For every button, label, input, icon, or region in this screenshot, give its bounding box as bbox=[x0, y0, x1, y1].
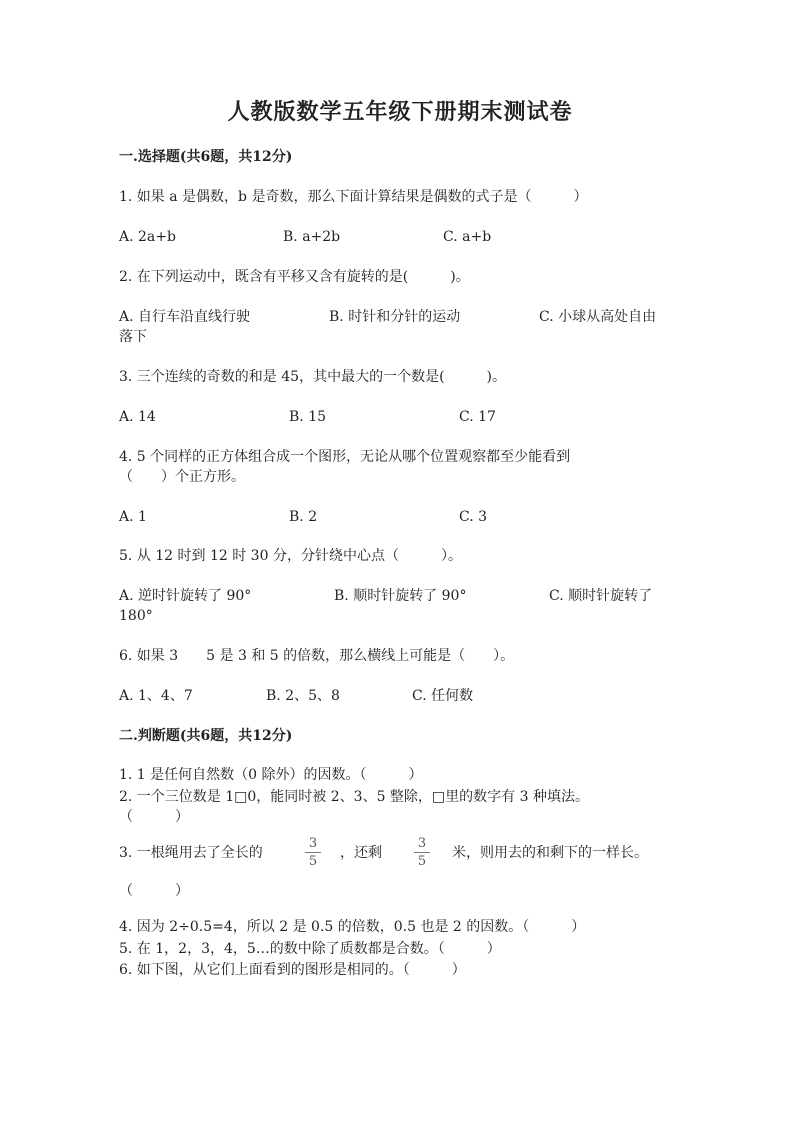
question-6-option-b: B. 2、5、8 bbox=[266, 688, 340, 704]
judgement-4: 4. 因为 2÷0.5=4，所以 2 是 0.5 的倍数，0.5 也是 2 的因数。（ ） bbox=[119, 919, 586, 935]
question-2-stem: 2. 在下列运动中，既含有平移又含有旋转的是( )。 bbox=[119, 269, 470, 285]
question-3-stem: 3. 三个连续的奇数的和是 45，其中最大的一个数是( )。 bbox=[119, 369, 506, 385]
fraction-2-denominator: 5 bbox=[417, 854, 427, 869]
question-1-option-b: B. a+2b bbox=[283, 229, 341, 245]
judgement-6: 6. 如下图，从它们上面看到的图形是相同的。（ ） bbox=[119, 962, 466, 978]
question-4-stem-continued: （ ）个正方形。 bbox=[119, 469, 245, 485]
judgement-3-continued: （ ） bbox=[119, 883, 189, 899]
judgement-3-part1: 3. 一根绳用去了全长的 bbox=[119, 845, 263, 861]
question-5-option-b: B. 顺时针旋转了 90° bbox=[334, 588, 467, 604]
question-4-option-b: B. 2 bbox=[289, 509, 318, 525]
question-2-option-a: A. 自行车沿直线行驶 bbox=[119, 309, 251, 325]
question-3-option-c: C. 17 bbox=[459, 409, 496, 425]
question-3-option-b: B. 15 bbox=[289, 409, 327, 425]
question-6-option-a: A. 1、4、7 bbox=[119, 688, 193, 704]
fraction-2-numerator: 3 bbox=[417, 836, 427, 851]
question-6-option-c: C. 任何数 bbox=[412, 688, 474, 704]
fraction-2-bar bbox=[414, 852, 430, 853]
fraction-1-denominator: 5 bbox=[308, 854, 318, 869]
question-5-option-c: C. 顺时针旋转了 bbox=[549, 588, 653, 604]
fraction-1-bar bbox=[305, 852, 321, 853]
fraction-1-numerator: 3 bbox=[308, 836, 318, 851]
judgement-2-continued: （ ） bbox=[119, 809, 189, 825]
question-1-option-a: A. 2a+b bbox=[119, 229, 176, 245]
question-5-option-c-continued: 180° bbox=[119, 608, 153, 624]
question-4-stem: 4. 5 个同样的正方体组合成一个图形，无论从哪个位置观察都至少能看到 bbox=[119, 449, 571, 465]
question-2-option-c-continued: 落下 bbox=[119, 329, 147, 345]
fraction-three-fifths-2 bbox=[414, 837, 430, 868]
section-heading-choice: 一.选择题(共6题，共12分) bbox=[119, 149, 293, 165]
question-1-stem: 1. 如果 a 是偶数，b 是奇数，那么下面计算结果是偶数的式子是（ ） bbox=[119, 189, 588, 205]
question-2-option-c: C. 小球从高处自由 bbox=[539, 309, 657, 325]
judgement-2: 2. 一个三位数是 1□0，能同时被 2、3、5 整除，□里的数字有 3 种填法。 bbox=[119, 789, 589, 805]
question-4-option-a: A. 1 bbox=[119, 509, 147, 525]
page-title: 人教版数学五年级下册期末测试卷 bbox=[227, 99, 573, 125]
question-5-stem: 5. 从 12 时到 12 时 30 分，分针绕中心点（ ）。 bbox=[119, 548, 462, 564]
judgement-5: 5. 在 1，2，3，4，5…的数中除了质数都是合数。（ ） bbox=[119, 941, 501, 957]
judgement-1: 1. 1 是任何自然数（0 除外）的因数。（ ） bbox=[119, 767, 423, 783]
section-heading-true-false: 二.判断题(共6题，共12分) bbox=[119, 728, 293, 744]
question-1-option-c: C. a+b bbox=[443, 229, 492, 245]
judgement-3-part2: ，还剩 bbox=[340, 845, 382, 861]
fraction-three-fifths-1 bbox=[305, 837, 321, 868]
question-6-stem: 6. 如果 3 5 是 3 和 5 的倍数，那么横线上可能是（ ）。 bbox=[119, 648, 515, 664]
question-3-option-a: A. 14 bbox=[119, 409, 156, 425]
judgement-3-part3: 米，则用去的和剩下的一样长。 bbox=[452, 845, 648, 861]
question-2-option-b: B. 时针和分针的运动 bbox=[329, 309, 461, 325]
question-4-option-c: C. 3 bbox=[459, 509, 488, 525]
question-5-option-a: A. 逆时针旋转了 90° bbox=[119, 588, 252, 604]
